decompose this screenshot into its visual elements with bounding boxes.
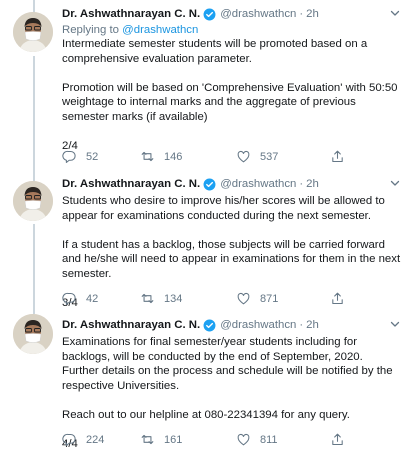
avatar[interactable] [13,314,53,354]
like-button[interactable] [236,291,278,306]
chevron-down-icon[interactable] [389,7,401,19]
avatar[interactable] [13,181,53,221]
tweet-body [62,37,401,154]
retweet-icon [140,432,155,447]
tweet-paragraph: Reach out to our helpline at 080-22341394 for any query. [62,408,350,421]
share-icon [330,291,345,306]
tweet[interactable] [0,0,411,170]
replying-to [62,23,401,37]
retweet-icon [140,291,155,306]
display-name[interactable]: Dr. Ashwathnarayan C. N. [62,178,201,190]
share-button[interactable] [330,149,354,164]
thread-connector [33,56,35,170]
tweet-header [62,177,401,192]
timestamp[interactable]: 2h [306,8,319,20]
thread-counter: 3/4 [62,297,78,310]
separator-dot: · [299,178,304,190]
thread-counter: 2/4 [62,140,78,153]
tweet-paragraph: Students who desire to improve his/her scores will be allowed to appear for examinations conducted during the next semester. [62,195,385,222]
tweet-paragraph: Examinations for final semester/year students including for backlogs, will be conducted by the end of September, 2020. Further details on the process and schedule will be notified by the respective Universities. [62,336,393,392]
tweet-paragraph: Intermediate semester students will be promoted based on a comprehensive evaluation parameter. [62,38,368,65]
avatar[interactable] [13,12,53,52]
avatar-image [13,12,53,52]
reply-count: 224 [86,433,105,446]
timestamp[interactable]: 2h [306,319,319,331]
heart-icon [236,149,251,164]
thread-counter: 4/4 [62,438,78,450]
verified-badge-icon [203,8,216,21]
reply-icon [62,432,77,447]
like-button[interactable] [236,432,278,447]
retweet-count: 161 [164,433,183,446]
share-button[interactable] [330,432,354,447]
user-handle[interactable]: @drashwathcn [220,8,297,20]
chevron-down-icon[interactable] [389,177,401,189]
timestamp[interactable]: 2h [306,178,319,190]
share-icon [330,149,345,164]
tweet-actions [62,432,362,448]
retweet-button[interactable] [140,149,182,164]
like-count: 871 [260,292,279,305]
tweet-actions [62,291,362,307]
thread-connector [33,224,35,309]
retweet-count: 134 [164,292,183,305]
tweet-header [62,318,401,333]
tweet-header [62,7,401,22]
display-name[interactable]: Dr. Ashwathnarayan C. N. [62,319,201,331]
separator-dot: · [299,319,304,331]
user-handle[interactable]: @drashwathcn [220,178,297,190]
reply-button[interactable] [62,291,98,306]
replying-to-handle-link[interactable]: @drashwathcn [122,24,199,36]
avatar-image [13,181,53,221]
separator-dot: · [299,8,304,20]
display-name[interactable]: Dr. Ashwathnarayan C. N. [62,8,201,20]
like-count: 811 [260,433,278,446]
heart-icon [236,432,251,447]
user-handle[interactable]: @drashwathcn [220,319,297,331]
share-icon [330,432,345,447]
replying-to-label: Replying to [62,24,119,36]
reply-count: 52 [86,150,99,163]
heart-icon [236,291,251,306]
tweet-paragraph: If a student has a backlog, those subjects will be carried forward and he/she will need to appear in examinations for them in the next semester. [62,238,401,280]
reply-icon [62,291,77,306]
retweet-button[interactable] [140,432,182,447]
reply-count: 42 [86,292,99,305]
tweet[interactable] [0,170,411,309]
verified-badge-icon [203,178,216,191]
reply-button[interactable] [62,432,104,447]
tweet[interactable] [0,309,411,450]
tweet-paragraph: Promotion will be based on 'Comprehensive Evaluation' with 50:50 weightage to internal marks and the aggregate of previous semester marks (if available) [62,81,398,123]
retweet-button[interactable] [140,291,182,306]
retweet-icon [140,149,155,164]
reply-icon [62,149,77,164]
retweet-count: 146 [164,150,183,163]
avatar-image [13,314,53,354]
chevron-down-icon[interactable] [389,318,401,330]
share-button[interactable] [330,291,354,306]
tweet-actions [62,149,362,165]
like-button[interactable] [236,149,278,164]
reply-button[interactable] [62,149,98,164]
verified-badge-icon [203,319,216,332]
like-count: 537 [260,150,279,163]
